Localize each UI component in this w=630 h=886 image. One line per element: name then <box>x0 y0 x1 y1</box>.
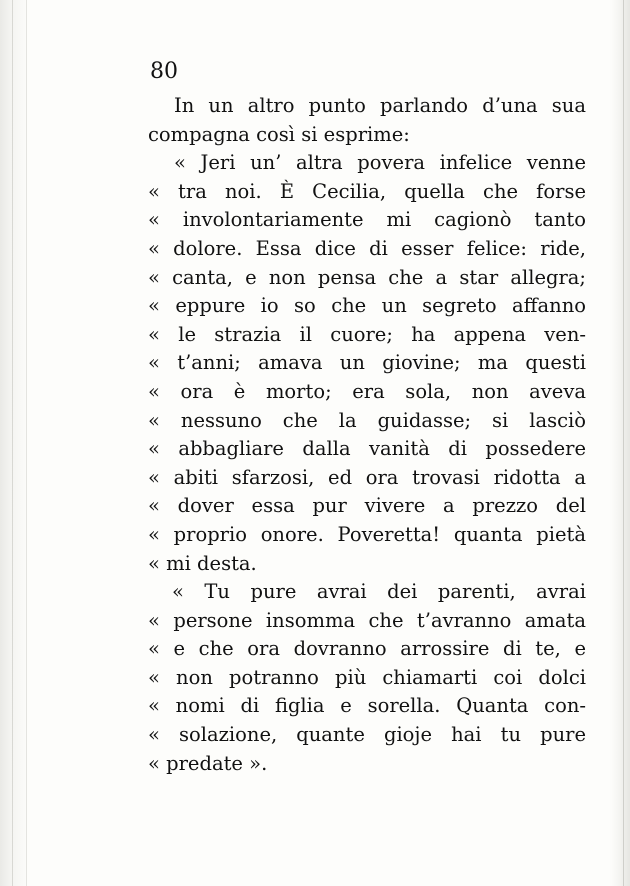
text-line: « abbagliare dalla vanità di possedere <box>148 437 586 461</box>
text-line: « persone insomma che t’avranno amata <box>148 608 586 632</box>
text-line: « eppure io so che un segreto affanno <box>148 294 586 318</box>
text-line: « nomi di figlia e sorella. Quanta con- <box>148 694 586 718</box>
text-line: « tra noi. È Cecilia, quella che forse <box>148 179 586 203</box>
text-line: In un altro punto parlando d’una sua <box>174 94 586 117</box>
text-line: « t’anni; amava un giovine; ma questi <box>148 351 586 375</box>
text-line: « solazione, quante gioje hai tu pure <box>148 723 586 747</box>
text-line: « nessuno che la guidasse; si lasciò <box>148 408 586 432</box>
text-line: « abiti sfarzosi, ed ora trovasi ridotta a <box>148 465 586 489</box>
text-line: « le strazia il cuore; ha appena ven- <box>148 322 586 346</box>
text-line: « proprio onore. Poveretta! quanta pietà <box>148 522 586 546</box>
text-line: « dolore. Essa dice di esser felice: ride, <box>148 236 586 260</box>
text-line: « Jeri un’ altra povera infelice venne <box>174 151 586 175</box>
text-line: « predate ». <box>148 751 268 775</box>
body-text <box>148 92 586 778</box>
text-line: « mi desta. <box>148 551 257 575</box>
page-left-edge <box>0 0 27 886</box>
text-line: « non potranno più chiamarti coi dolci <box>148 665 586 689</box>
text-line: « e che ora dovranno arrossire di te, e <box>148 637 586 661</box>
page-right-edge <box>610 0 630 886</box>
page-number: 80 <box>150 59 178 84</box>
text-line: « canta, e non pensa che a star allegra; <box>148 265 586 289</box>
text-line: « Tu pure avrai dei parenti, avrai <box>172 580 586 604</box>
text-line: « dover essa pur vivere a prezzo del <box>148 494 586 518</box>
text-line: « ora è morto; era sola, non aveva <box>148 379 586 403</box>
text-line: « involontariamente mi cagionò tanto <box>148 208 586 232</box>
text-line: compagna così si esprime: <box>148 122 410 146</box>
